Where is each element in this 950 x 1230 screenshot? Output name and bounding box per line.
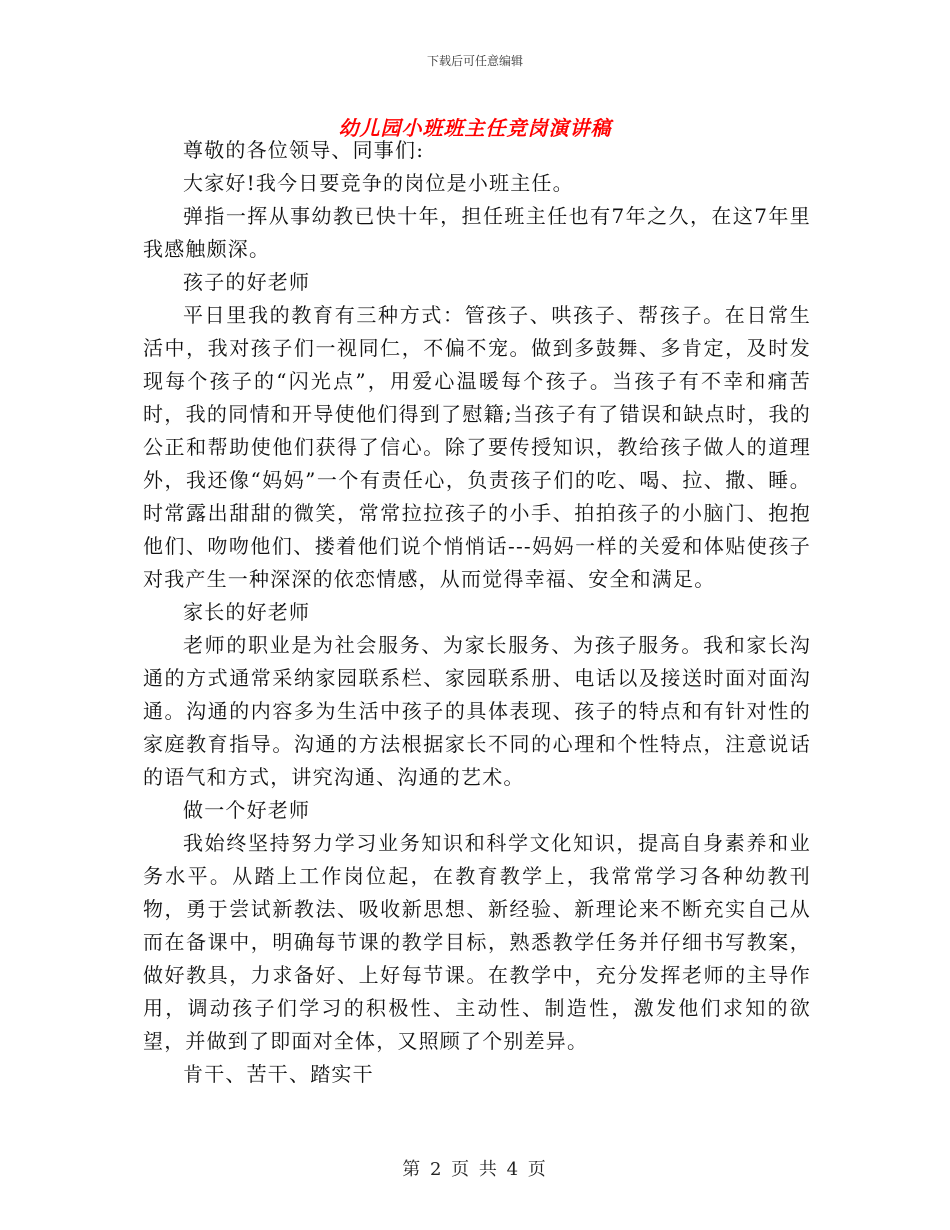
good-teacher-paragraph: 我始终坚持努力学习业务知识和科学文化知识，提高自身素养和业务水平。从踏上工作岗位起，在教育教学上，我常常学习各种幼教刊物，勇于尝试新教法、吸收新思想、新经验、新理论来不断充实自己从而在备课中，明确每节课的教学目标，熟悉教学任务并仔细书写教案，做好教具，力求备好、上好每节课。在教学中，充分发挥老师的主导作用，调动孩子们学习的积极性、主动性、制造性，激发他们求知的欲望，并做到了即面对全体，又照顾了个别差异。 — [143, 831, 811, 1053]
parents-paragraph: 老师的职业是为社会服务、为家长服务、为孩子服务。我和家长沟通的方式通常采纳家园联系栏、家园联系册、电话以及接送时面对面沟通。沟通的内容多为生活中孩子的具体表现、孩子的特点和有针对性的家庭教育指导。沟通的方法根据家长不同的心理和个性特点，注意说话的语气和方式，讲究沟通、沟通的艺术。 — [143, 633, 811, 789]
section-heading-children: 孩子的好老师 — [183, 270, 311, 294]
section-heading-parents: 家长的好老师 — [183, 600, 311, 624]
experience-paragraph: 弹指一挥从事幼教已快十年，担任班主任也有7年之久，在这7年里我感触颇深。 — [143, 204, 811, 261]
children-paragraph: 平日里我的教育有三种方式：管孩子、哄孩子、帮孩子。在日常生活中，我对孩子们一视同仁，不偏不宠。做到多鼓舞、多肯定，及时发现每个孩子的“闪光点”，用爱心温暖每个孩子。当孩子有不幸和痛苦时，我的同情和开导使他们得到了慰籍;当孩子有了错误和缺点时，我的公正和帮助使他们获得了信心。除了要传授知识，教给孩子做人的道理外，我还像“妈妈”一个有责任心，负责孩子们的吃、喝、拉、撒、睡。时常露出甜甜的微笑，常常拉拉孩子的小手、拍拍孩子的小脑门、抱抱他们、吻吻他们、搂着他们说个悄悄话---妈妈一样的关爱和体贴使孩子对我产生一种深深的依恋情感，从而觉得幸福、安全和满足。 — [143, 303, 811, 591]
section-heading-hardwork: 肯干、苦干、踏实干 — [183, 1062, 374, 1086]
page-number: 第 2 页 共 4 页 — [402, 1159, 548, 1180]
section-heading-good-teacher: 做一个好老师 — [183, 798, 311, 822]
intro-paragraph: 大家好!我今日要竞争的岗位是小班主任。 — [183, 171, 574, 195]
greeting-paragraph: 尊敬的各位领导、同事们: — [183, 138, 425, 162]
document-title: 幼儿园小班班主任竞岗演讲稿 — [338, 116, 612, 140]
header-note: 下载后可任意编辑 — [426, 54, 523, 68]
document-body — [143, 134, 811, 1091]
